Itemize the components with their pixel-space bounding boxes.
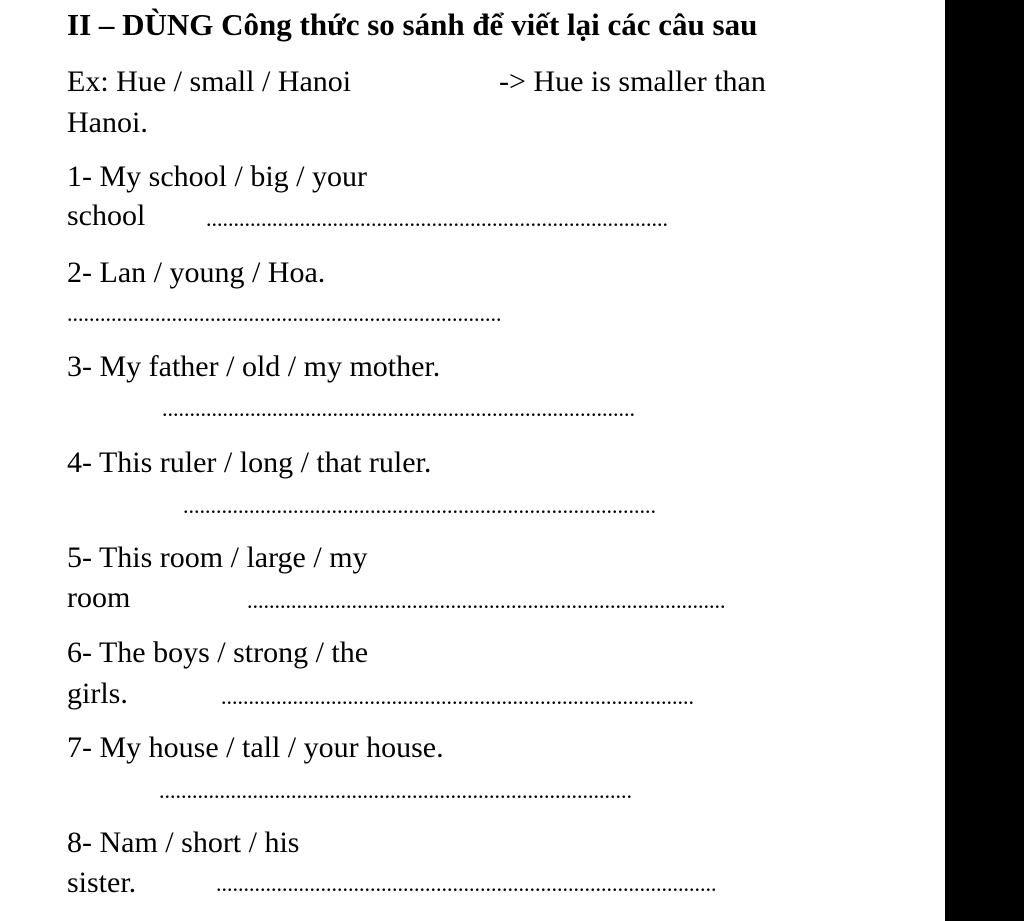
item-7-prompt: 7- My house / tall / your house. [67,731,444,764]
black-margin-bar [945,0,1024,921]
item-5-prompt: 5- This room / large / my [67,541,368,574]
exercise-title: II – DÙNG Công thức so sánh để viết lại các câu sau [67,7,758,42]
item-7-answer-blank[interactable]: ...................................................................................... [159,778,632,803]
item-5-answer-blank[interactable]: ....................................................................................... [247,588,726,613]
item-2-answer-blank[interactable]: ............................................................................... [67,301,502,326]
item-2-prompt: 2- Lan / young / Hoa. [67,256,326,289]
example-prompt: Ex: Hue / small / Hanoi [67,65,352,98]
item-3-answer-blank[interactable]: ...................................................................................... [162,396,635,421]
item-4-answer-blank[interactable]: ...................................................................................... [183,493,656,518]
item-6-prompt-continued: girls. [67,677,128,710]
item-8-prompt-continued: sister. [67,866,137,899]
item-3-prompt: 3- My father / old / my mother. [67,350,441,383]
item-8-prompt: 8- Nam / short / his [67,826,300,859]
item-5-prompt-continued: room [67,581,131,614]
item-1-answer-blank[interactable]: .................................................................................... [206,206,668,231]
example-answer: -> Hue is smaller than [499,65,766,98]
item-6-prompt: 6- The boys / strong / the [67,636,369,669]
item-6-answer-blank[interactable]: ...................................................................................... [221,684,694,709]
example-answer-continued: Hanoi. [67,106,148,139]
item-1-prompt: 1- My school / big / your [67,160,367,193]
item-4-prompt: 4- This ruler / long / that ruler. [67,446,432,479]
item-1-prompt-continued: school [67,199,146,232]
item-8-answer-blank[interactable]: ........................................................................................... [216,871,717,896]
